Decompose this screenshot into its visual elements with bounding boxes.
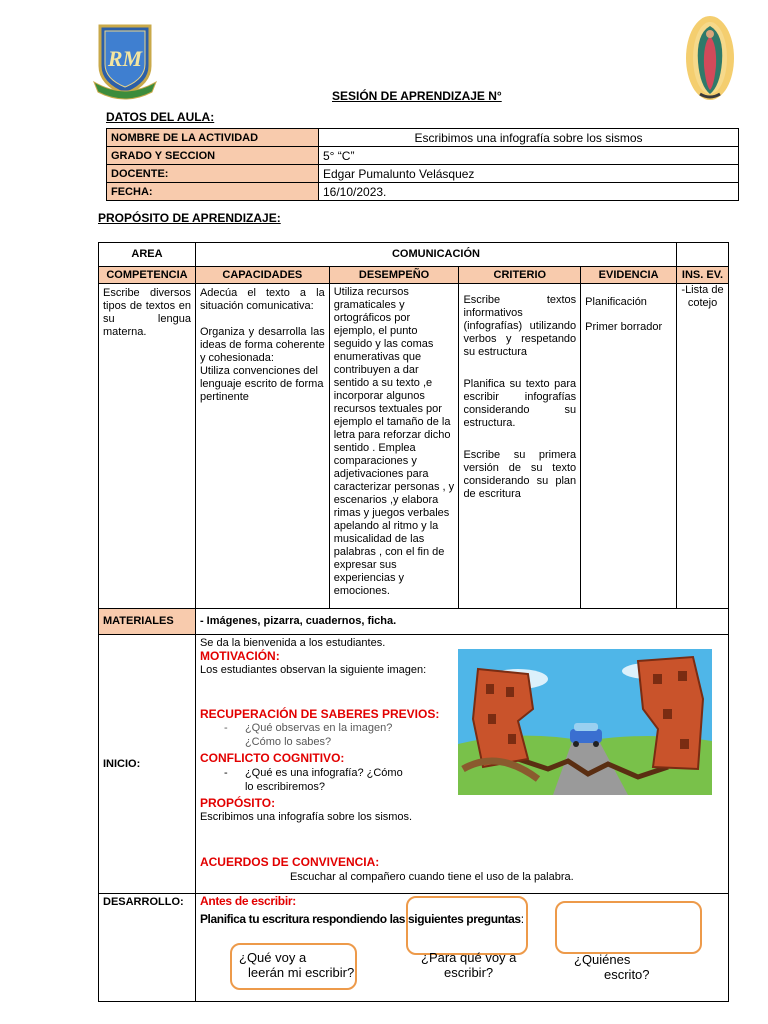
evidencia-cell: [581, 284, 677, 609]
info-row: [107, 183, 739, 201]
criterio-item: Escribe su primera versión de su texto considerando su plan de escritura: [463, 449, 577, 500]
area-label: AREA: [99, 243, 196, 267]
saberes-q2: ¿Cómo lo sabes?: [244, 736, 332, 748]
header-desempeno: DESEMPEÑO: [329, 267, 459, 284]
question-2-line-1: ¿Para qué voy a: [421, 950, 517, 965]
proposito-text: Escribimos una infografía sobre los sismos.: [199, 811, 413, 823]
info-row: [107, 129, 739, 147]
desempeno-cell: Utiliza recursos gramaticales y ortográficos por ejemplo, el punto seguido y las comas enumerativas que contribuyen a dar sentido a su texto ,e incorporar algunos recursos textuales por ejemplo el tamaño de la letra para reforzar dicho sentido . Emplea comparaciones y adjetivaciones para caracterizar personas , y escenarios ,y elabora rimas y juegos verbales apelando al ritmo y la musicalidad de las palabras , con el fin de expresar sus experiencias y emociones.: [329, 284, 459, 609]
virgin-image: [684, 14, 736, 102]
materiales-value: - Imágenes, pizarra, cuadernos, ficha.: [195, 609, 728, 635]
logo-letters: RM: [107, 46, 143, 71]
capacidad-item: Organiza y desarrolla las ideas de forma coherente y cohesionada:: [199, 326, 325, 364]
acuerdos-text: Escuchar al compañero cuando tiene el uso de la palabra.: [289, 871, 574, 883]
saberes-q1: ¿Qué observas en la imagen?: [244, 722, 393, 734]
info-key: DOCENTE:: [107, 165, 319, 183]
info-key: FECHA:: [107, 183, 319, 201]
evidencia-item: Planificación: [585, 296, 647, 308]
saberes-title: RECUPERACIÓN DE SABERES PREVIOS:: [199, 707, 440, 721]
planifica-colon: :: [520, 912, 524, 926]
info-value: 5° “C”: [319, 147, 739, 165]
capacidad-item: Adecúa el texto a la situación comunicativa:: [199, 287, 325, 312]
planifica-text-main: Planifica tu escritura respondiendo las siguientes preguntas: [199, 912, 521, 926]
header-competencia: COMPETENCIA: [99, 267, 196, 284]
school-logo: [92, 22, 158, 100]
criterio-item: Escribe textos informativos (infografías) utilizando verbos y respetando su estructura: [463, 294, 577, 358]
header-capacidades: CAPACIDADES: [195, 267, 329, 284]
info-row: [107, 165, 739, 183]
question-1-line-1: ¿Qué voy a: [239, 950, 307, 965]
criterio-item: Planifica su texto para escribir infografías considerando su estructura.: [463, 378, 577, 429]
question-3-line-1: ¿Quiénes: [574, 952, 631, 967]
datos-label: DATOS DEL AULA:: [106, 110, 215, 124]
earthquake-image: [458, 649, 712, 795]
question-box-2: [406, 896, 528, 955]
conflicto-q2: lo escribiremos?: [244, 781, 326, 793]
conflicto-q1: ¿Qué es una infografía? ¿Cómo: [244, 767, 403, 779]
area-value: COMUNICACIÓN: [195, 243, 676, 267]
desarrollo-label: DESARROLLO:: [99, 894, 196, 1002]
question-2-line-2: escribir?: [444, 965, 494, 980]
evidencia-item: Primer borrador: [585, 321, 663, 333]
info-row: [107, 147, 739, 165]
info-key: GRADO Y SECCION: [107, 147, 319, 165]
motivacion-text: Los estudiantes observan la siguiente imagen:: [199, 664, 427, 676]
inicio-label: INICIO:: [99, 635, 196, 894]
page-title: SESIÓN DE APRENDIZAJE N°: [332, 89, 502, 103]
competencia-cell: Escribe diversos tipos de textos en su lengua materna.: [99, 284, 196, 609]
header-ins-ev: INS. EV.: [677, 267, 729, 284]
criterio-cell: [459, 284, 581, 609]
capacidad-item: Utiliza convenciones del lenguaje escrito de forma pertinente: [199, 365, 324, 403]
info-table: [106, 128, 739, 201]
proposito-label: PROPÓSITO DE APRENDIZAJE:: [98, 211, 281, 225]
question-box-3: [555, 901, 702, 954]
conflicto-bullet: -: [223, 767, 228, 779]
proposito-title: PROPÓSITO:: [199, 796, 276, 810]
welcome-text: Se da la bienvenida a los estudiantes.: [199, 637, 386, 649]
question-1-line-2: leerán mi escribir?: [248, 965, 355, 980]
acuerdos-title: ACUERDOS DE CONVIVENCIA:: [199, 855, 380, 869]
ins-ev-cell: -Lista de cotejo: [677, 284, 729, 609]
conflicto-title: CONFLICTO COGNITIVO:: [199, 751, 345, 765]
inicio-cell: [195, 635, 728, 894]
motivacion-title: MOTIVACIÓN:: [199, 649, 280, 663]
session-table: [98, 242, 729, 1002]
info-value: Escribimos una infografía sobre los sismos: [319, 129, 739, 147]
question-3-line-2: escrito?: [604, 967, 650, 982]
materiales-label: MATERIALES: [99, 609, 196, 635]
header-evidencia: EVIDENCIA: [581, 267, 677, 284]
header-criterio: CRITERIO: [459, 267, 581, 284]
info-key: NOMBRE DE LA ACTIVIDAD: [107, 129, 319, 147]
capacidades-cell: [195, 284, 329, 609]
antes-title: Antes de escribir:: [199, 894, 296, 908]
info-value: 16/10/2023.: [319, 183, 739, 201]
saberes-bullet: -: [223, 722, 228, 734]
info-value: Edgar Pumalunto Velásquez: [319, 165, 739, 183]
